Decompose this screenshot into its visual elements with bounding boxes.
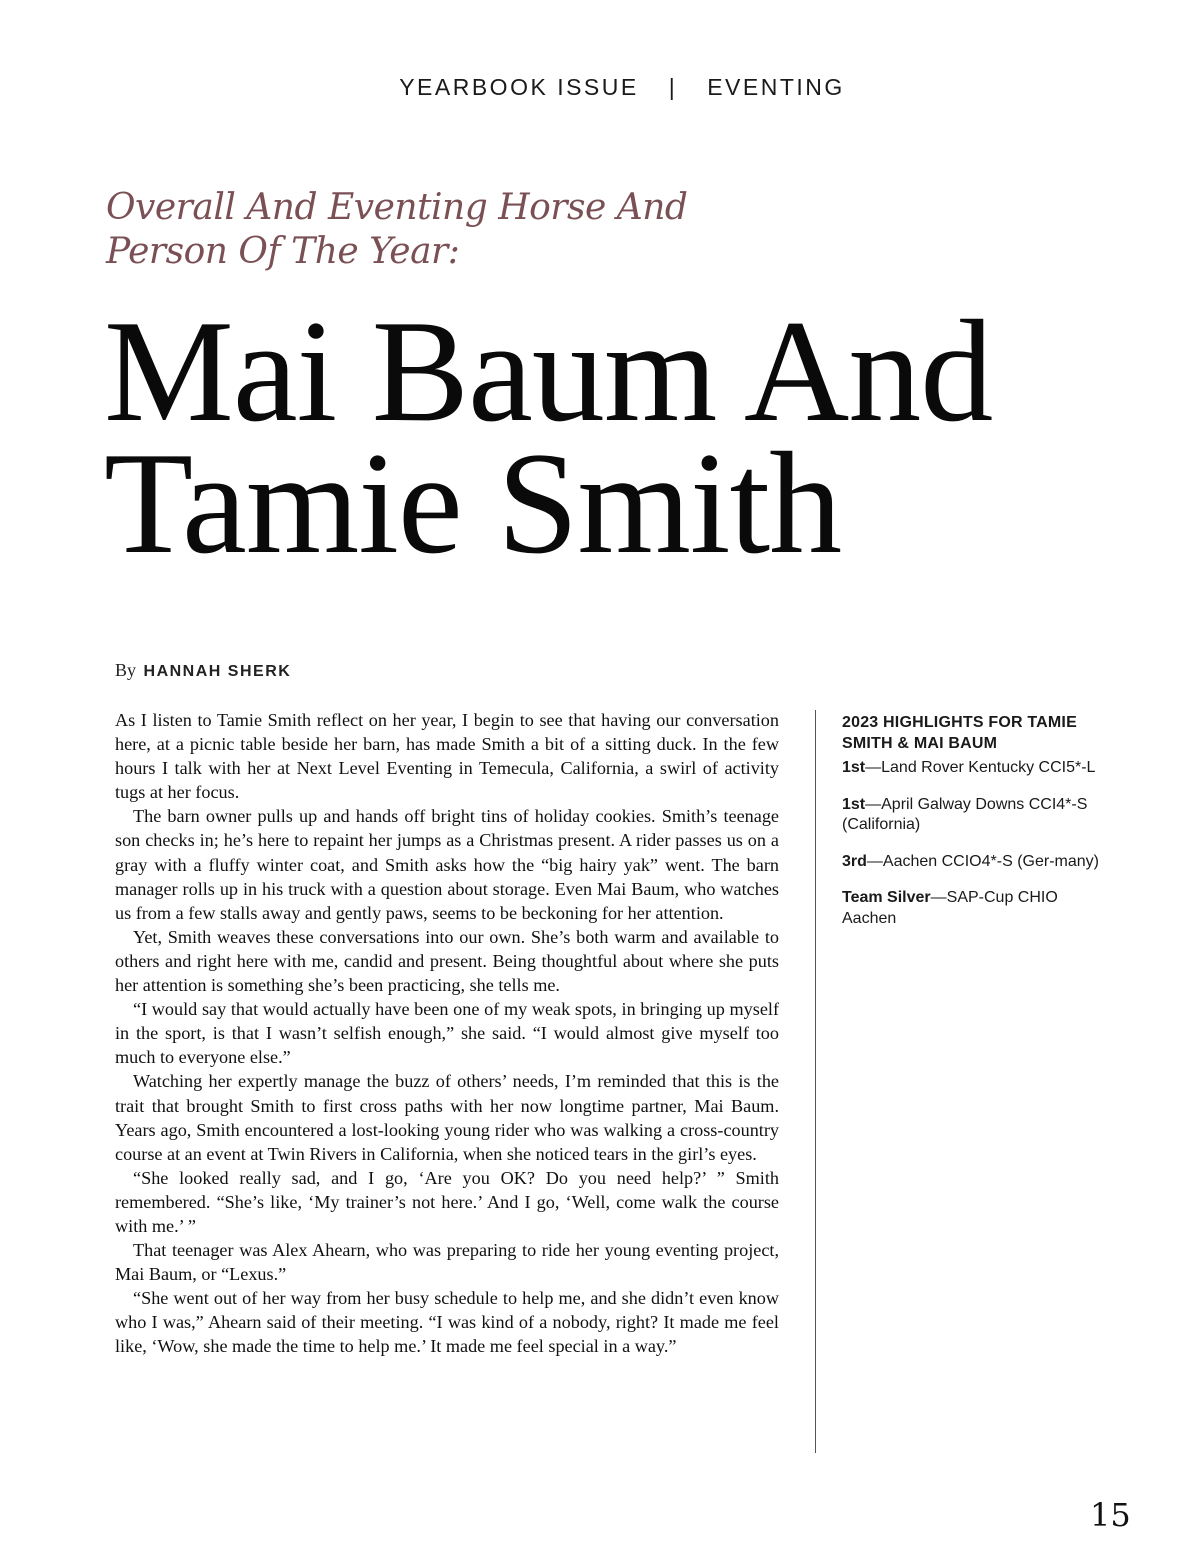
article-headline	[104, 290, 1194, 584]
column-divider	[815, 710, 816, 1453]
highlight-item	[842, 795, 1102, 836]
byline-author: HANNAH SHERK	[143, 663, 292, 680]
highlight-item	[842, 888, 1102, 929]
highlight-event: —Aachen CCIO4*-S (Ger-many)	[866, 852, 1099, 870]
highlight-place: Team Silver	[842, 889, 931, 906]
body-paragraph: As I listen to Tamie Smith reflect on her year, I begin to see that having our conversation here, at a picnic table beside her barn, has made Smith a bit of a sitting duck. In the few hours I talk with her at Next Level Eventing in Temecula, California, a swirl of activity tugs at her focus.	[115, 710, 779, 803]
header-separator: |	[668, 74, 678, 100]
highlight-item	[842, 852, 1102, 873]
headline-line-2: Tamie Smith	[104, 422, 842, 584]
running-header	[0, 74, 1200, 101]
sidebar-title: 2023 HIGHLIGHTS FOR TAMIE SMITH & MAI BAUM	[842, 714, 1077, 752]
kicker-line-2: Person Of The Year:	[106, 231, 460, 272]
page-number: 15	[1090, 1496, 1131, 1534]
highlight-event: —April Galway Downs CCI4*-S (California)	[842, 795, 1088, 833]
body-paragraph: Yet, Smith weaves these conversations into our own. She’s both warm and available to others and right here with me, candid and present. Being thoughtful about where she puts her attention is something she’s been practicing, she tells me.	[115, 926, 779, 996]
header-category: EVENTING	[707, 74, 845, 100]
body-paragraph: The barn owner pulls up and hands off bright tins of holiday cookies. Smith’s teenage son checks in; he’s here to repaint her jumps as a Christmas present. A rider passes us on a gray with a fluffy winter coat, and Smith asks how the “big hairy yak” went. The barn manager rolls up in his truck with a question about storage. Even Mai Baum, who watches us from a few stalls away and gently paws, seems to be beckoning for her attention.	[115, 806, 779, 923]
highlight-event: —Land Rover Kentucky CCI5*-L	[865, 759, 1096, 776]
article-kicker	[106, 186, 806, 274]
highlight-place: 1st	[842, 795, 866, 813]
headline-line-1: Mai Baum And	[104, 290, 993, 452]
byline	[115, 660, 291, 681]
highlight-item	[842, 758, 1102, 779]
body-paragraph: “She went out of her way from her busy schedule to help me, and she didn’t even know who I was,” Ahearn said of their meeting. “I was kind of a nobody, right? It made me feel like, ‘Wow, she made the time to help me.’ It made me feel special in a way.”	[115, 1288, 779, 1357]
body-paragraph: “She looked really sad, and I go, ‘Are you OK? Do you need help?’ ” Smith remembered. “She’s like, ‘My trainer’s not here.’ And I go, ‘Well, come walk the course with me.’ ”	[115, 1167, 779, 1236]
highlights-sidebar	[842, 712, 1102, 945]
body-paragraph: That teenager was Alex Ahearn, who was preparing to ride her young eventing project, Mai Baum, or “Lexus.”	[115, 1240, 779, 1285]
highlight-event: —SAP-Cup CHIO Aachen	[842, 889, 1058, 927]
highlight-place: 3rd	[842, 852, 867, 870]
body-paragraph: “I would say that would actually have been one of my weak spots, in bringing up myself in the sport, is that I wasn’t selfish enough,” she said. “I would almost give myself too much to everyone else.”	[115, 999, 779, 1068]
body-paragraph: Watching her expertly manage the buzz of others’ needs, I’m reminded that this is the trait that brought Smith to first cross paths with her now longtime partner, Mai Baum. Years ago, Smith encountered a lost-looking young rider who was walking a cross-country course at an event at Twin Rivers in California, when she noticed tears in the girl’s eyes.	[115, 1071, 779, 1164]
header-section: YEARBOOK ISSUE	[399, 74, 639, 100]
highlight-place: 1st	[842, 759, 866, 776]
article-body	[115, 708, 779, 1359]
byline-prefix: By	[115, 660, 137, 680]
kicker-line-1: Overall And Eventing Horse And	[106, 187, 688, 228]
